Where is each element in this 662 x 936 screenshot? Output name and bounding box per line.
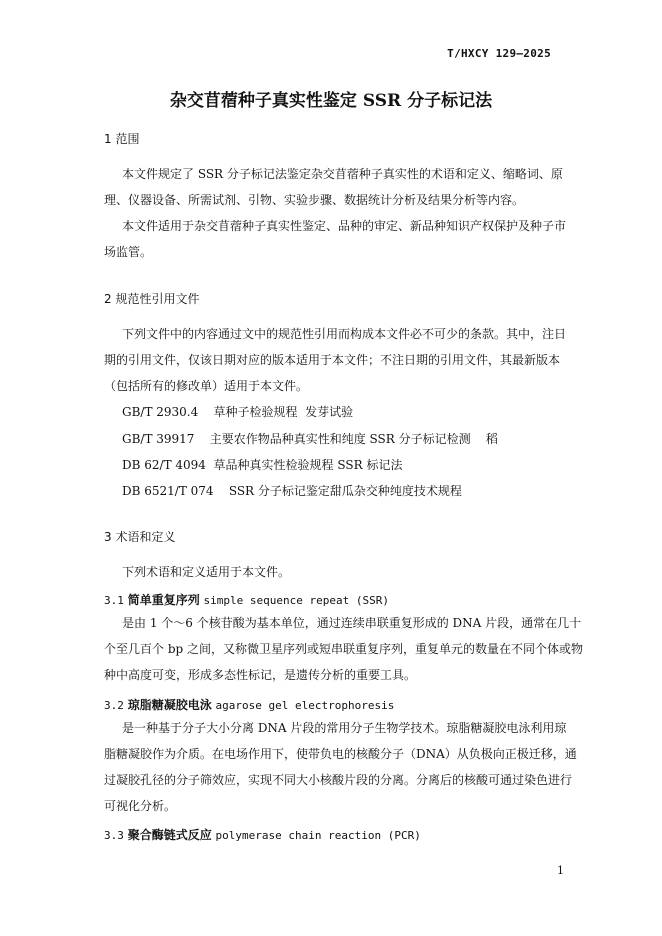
section-1-line: 本文件规定了 SSR 分子标记法鉴定杂交苜蓿种子真实性的术语和定义、缩略词、原 — [122, 167, 563, 181]
term-definition-line: 是由 1 个～6 个核苷酸为基本单位，通过连续串联重复形成的 DNA 片段，通常在几十 — [122, 616, 582, 630]
standard-number: T/HXCY 129—2025 — [447, 47, 551, 60]
reference-item: DB 6521/T 074 SSR 分子标记鉴定甜瓜杂交种纯度技术规程 — [122, 484, 462, 498]
term-definition-line: 过凝胶孔径的分子筛效应，实现不同大小核酸片段的分离。分离后的核酸可通过染色进行 — [104, 773, 573, 787]
term-number: 3.1 — [104, 594, 124, 607]
term-definition-line: 可视化分析。 — [104, 799, 177, 813]
term-chinese: 聚合酶链式反应 — [127, 828, 212, 842]
reference-item: GB/T 39917 主要农作物品种真实性和纯度 SSR 分子标记检测 稻 — [122, 432, 498, 446]
section-3-heading: 3 术语和定义 — [104, 530, 176, 544]
term-chinese: 琼脂糖凝胶电泳 — [127, 698, 212, 712]
term-english: simple sequence repeat (SSR) — [203, 594, 389, 607]
term-chinese: 简单重复序列 — [127, 593, 200, 607]
section-1-line: 理、仪器设备、所需试剂、引物、实验步骤、数据统计分析及结果分析等内容。 — [104, 193, 525, 207]
section-2-line: 期的引用文件，仅该日期对应的版本适用于本文件；不注日期的引用文件，其最新版本 — [104, 353, 561, 367]
section-2-line: 下列文件中的内容通过文中的规范性引用而构成本文件必不可少的条款。其中，注日 — [122, 327, 567, 341]
page-number: 1 — [557, 864, 564, 877]
term-definition-line: 种中高度可变，形成多态性标记，是遗传分析的重要工具。 — [104, 668, 417, 682]
term-3-3-heading — [104, 826, 421, 843]
term-definition-line: 是一种基于分子大小分离 DNA 片段的常用分子生物学技术。琼脂糖凝胶电泳利用琼 — [122, 721, 567, 735]
section-1-heading: 1 范围 — [104, 132, 140, 146]
section-2-heading: 2 规范性引用文件 — [104, 292, 200, 306]
section-1-line: 本文件适用于杂交苜蓿种子真实性鉴定、品种的审定、新品种知识产权保护及种子市 — [122, 219, 567, 233]
section-3-intro: 下列术语和定义适用于本文件。 — [122, 565, 291, 579]
term-number: 3.2 — [104, 699, 124, 712]
reference-item: GB/T 2930.4 草种子检验规程 发芽试验 — [122, 405, 354, 419]
document-title: 杂交苜蓿种子真实性鉴定 SSR 分子标记法 — [169, 91, 493, 111]
term-english: agarose gel electrophoresis — [215, 699, 395, 712]
term-3-2-heading — [104, 696, 394, 713]
reference-item: DB 62/T 4094 草品种真实性检验规程 SSR 标记法 — [122, 458, 403, 472]
term-number: 3.3 — [104, 829, 124, 842]
term-definition-line: 个至几百个 bp 之间，又称微卫星序列或短串联重复序列，重复单元的数量在不同个体或物 — [104, 642, 583, 656]
term-3-1-heading — [104, 591, 389, 608]
section-2-line: （包括所有的修改单）适用于本文件。 — [104, 379, 309, 393]
term-english: polymerase chain reaction (PCR) — [215, 829, 421, 842]
term-definition-line: 脂糖凝胶作为介质。在电场作用下，使带负电的核酸分子（DNA）从负极向正极迁移，通 — [104, 747, 577, 761]
section-1-line: 场监管。 — [104, 245, 153, 259]
